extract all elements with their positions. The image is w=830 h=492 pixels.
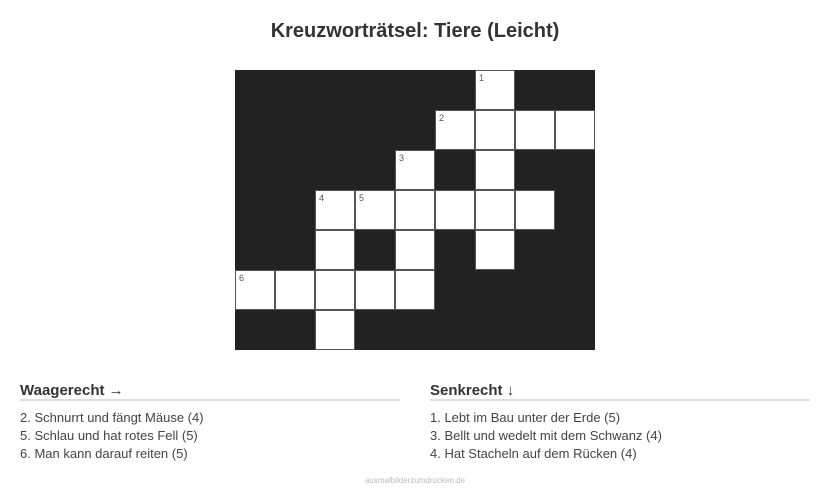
clue-number: 3 [399,153,405,163]
across-heading: Waagerecht → [20,382,400,401]
crossword-cell[interactable] [475,230,515,270]
crossword-cell[interactable] [435,190,475,230]
crossword-cell[interactable] [395,230,435,270]
clue-item: 4. Hat Stacheln auf dem Rücken (4) [430,446,637,461]
crossword-cell[interactable] [315,310,355,350]
crossword-cell[interactable] [515,110,555,150]
crossword-grid [235,70,595,350]
crossword-cell[interactable] [515,190,555,230]
down-clues [430,382,810,463]
crossword-cell[interactable] [395,150,435,190]
crossword-cell[interactable] [475,150,515,190]
clue-number: 2 [439,113,445,123]
crossword-cell[interactable] [475,110,515,150]
clue-number: 5 [359,193,365,203]
crossword-cell[interactable] [475,190,515,230]
clue-item: 2. Schnurrt und fängt Mäuse (4) [20,410,204,425]
crossword-cell[interactable] [395,190,435,230]
crossword-cell[interactable] [435,110,475,150]
crossword-cell[interactable] [315,230,355,270]
down-heading: Senkrecht ↓ [430,382,810,401]
clue-item: 5. Schlau und hat rotes Fell (5) [20,428,198,443]
clue-item: 3. Bellt und wedelt mit dem Schwanz (4) [430,428,662,443]
crossword-cell[interactable] [275,270,315,310]
crossword-cell[interactable] [395,270,435,310]
page-title: Kreuzworträtsel: Tiere (Leicht) [270,20,560,42]
crossword-cell[interactable] [355,190,395,230]
across-clues [20,382,400,463]
crossword-cell[interactable] [315,270,355,310]
crossword-cell[interactable] [235,270,275,310]
footer-watermark: ausmalbilderzumdrucken.de [364,476,466,485]
clue-number: 6 [239,273,245,283]
crossword-cell[interactable] [475,70,515,110]
clue-number: 4 [319,193,325,203]
across-clue-list [20,409,400,463]
down-clue-list [430,409,810,463]
clue-item: 6. Man kann darauf reiten (5) [20,446,188,461]
clue-item: 1. Lebt im Bau unter der Erde (5) [430,410,621,425]
crossword-cell[interactable] [555,110,595,150]
crossword-cell[interactable] [355,270,395,310]
crossword-cell[interactable] [315,190,355,230]
clue-number: 1 [479,73,485,83]
